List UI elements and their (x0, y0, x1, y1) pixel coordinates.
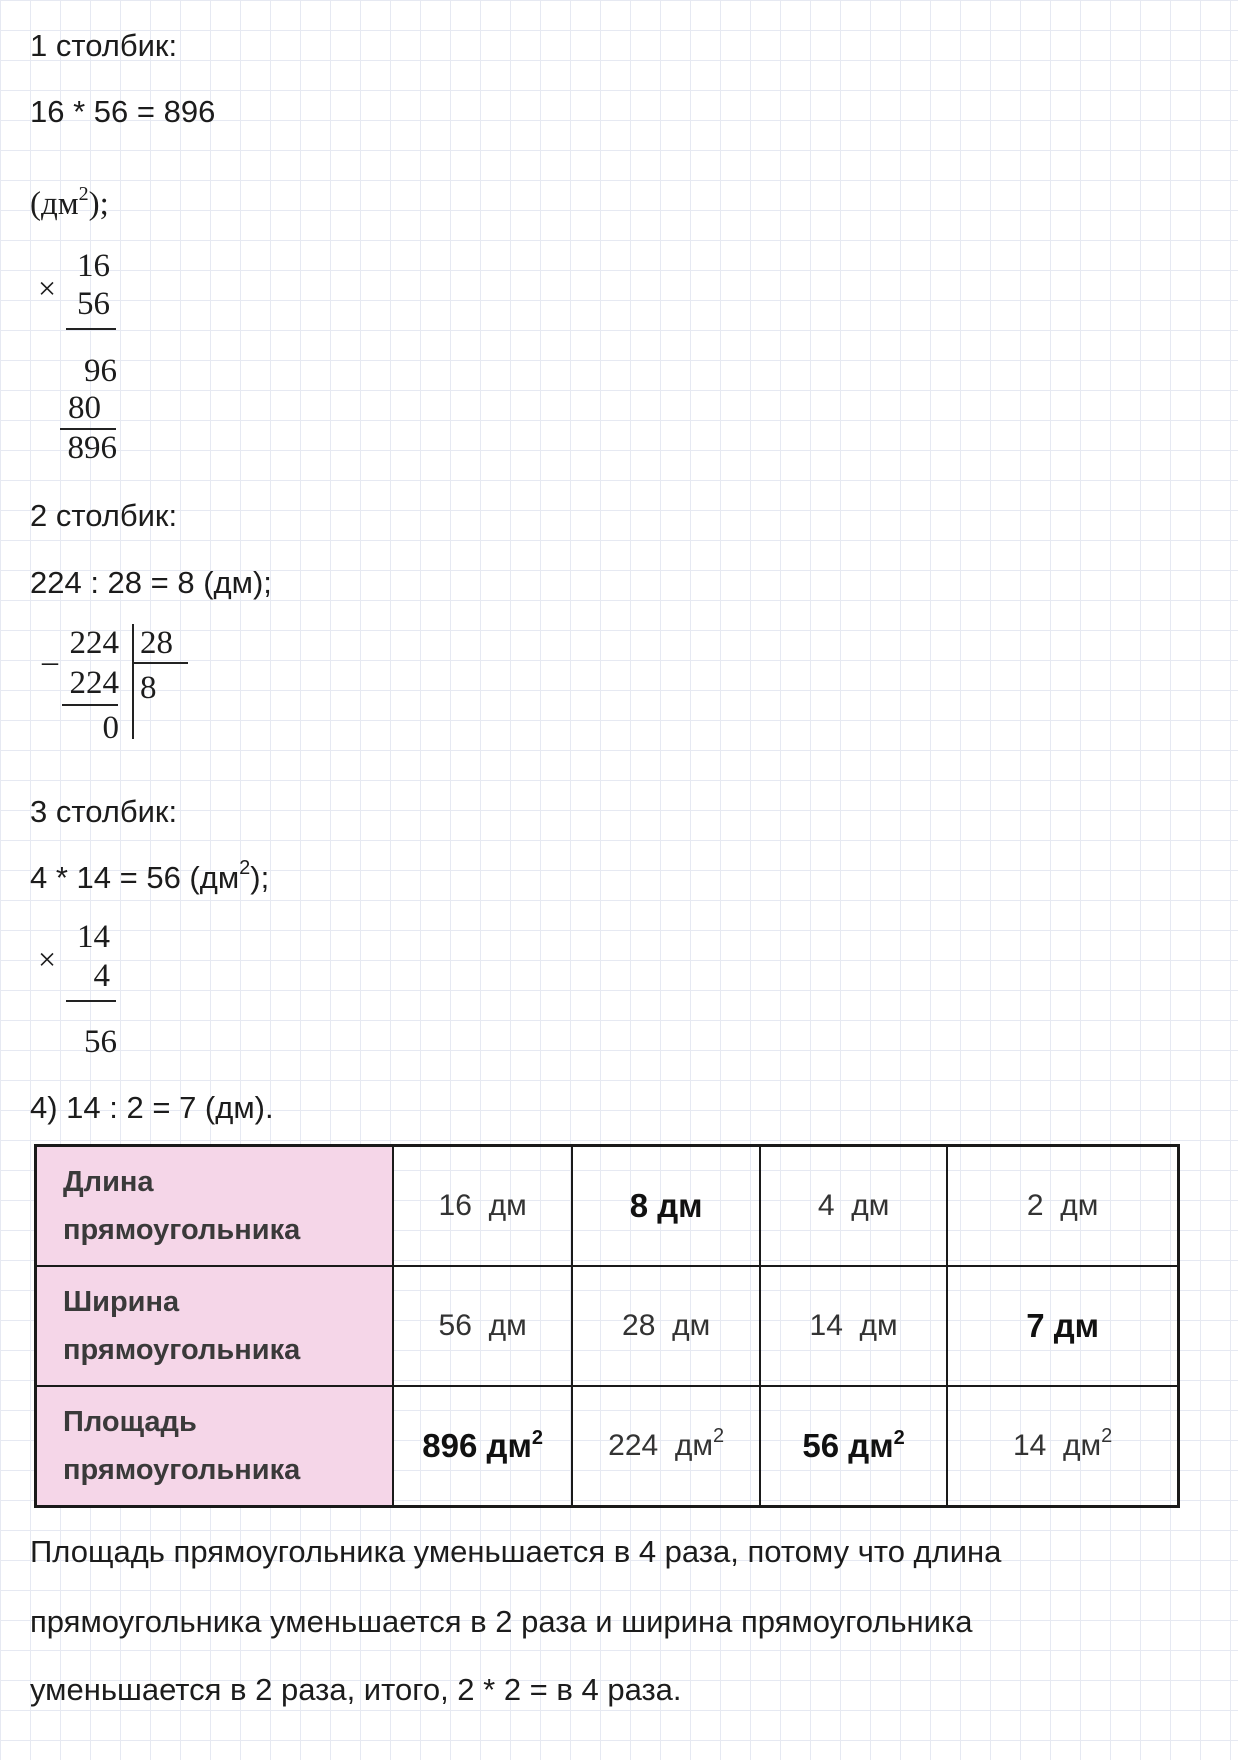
cell-value: 56 дм (802, 1426, 894, 1464)
conclusion-line-3: уменьшается в 2 раза, итого, 2 * 2 = в 4 раза. (30, 1672, 682, 1707)
multiplier: 56 (77, 286, 110, 322)
partial-product-2: 80 (68, 390, 101, 426)
section4-equation: 4) 14 : 2 = 7 (дм). (30, 1090, 274, 1125)
section2-heading: 2 столбик: (30, 498, 178, 533)
header-line-2: прямоугольника (63, 1453, 301, 1486)
product: 896 (67, 430, 117, 466)
conclusion-line-2: прямоугольника уменьшается в 2 раза и ширина прямоугольника (30, 1604, 973, 1639)
cell-superscript: 2 (893, 1426, 905, 1449)
underline (66, 328, 116, 330)
section1-equation: 16 * 56 = 896 (30, 94, 216, 129)
conclusion-line-1: Площадь прямоугольника уменьшается в 4 раза, потому что длина (30, 1534, 1002, 1569)
row-header (36, 1146, 393, 1267)
divisor: 28 (140, 625, 173, 661)
section3-heading: 3 столбик: (30, 794, 178, 829)
cell-superscript: 2 (531, 1426, 543, 1449)
product: 56 (84, 1024, 117, 1060)
header-line-2: прямоугольника (63, 1214, 301, 1247)
row-header (36, 1386, 393, 1507)
table-cell (947, 1386, 1178, 1507)
quotient: 8 (140, 670, 157, 706)
header-line-1: Длина (63, 1166, 154, 1199)
cell-superscript: 2 (1101, 1424, 1113, 1447)
division-bar-vertical (132, 624, 134, 739)
multiplier: 4 (93, 958, 110, 994)
table-cell: 2 дм (947, 1146, 1178, 1267)
unit-superscript: 2 (78, 183, 89, 205)
minus-sign: _ (42, 632, 58, 668)
table-cell (393, 1386, 572, 1507)
table-cell: 7 дм (947, 1266, 1178, 1386)
multiplicand: 16 (77, 248, 110, 284)
table-cell: 8 дм (572, 1146, 760, 1267)
rectangle-table (34, 1144, 1180, 1508)
subtracted-value: 224 (69, 665, 119, 701)
section3-equation (30, 857, 270, 895)
table-row-width (36, 1266, 1179, 1386)
cell-superscript: 2 (713, 1424, 725, 1447)
table-cell: 28 дм (572, 1266, 760, 1386)
cell-value: 14 дм (1013, 1428, 1102, 1462)
table-cell: 16 дм (393, 1146, 572, 1267)
table-row-length (36, 1146, 1179, 1267)
unit-superscript: 2 (239, 857, 251, 879)
subtraction-underline (62, 704, 118, 706)
multiplicand: 14 (77, 919, 110, 955)
multiply-sign: × (38, 270, 57, 306)
multiply-sign: × (38, 941, 57, 977)
table-cell: 4 дм (760, 1146, 947, 1267)
underline (66, 1000, 116, 1002)
divisor-underline (132, 662, 188, 664)
unit-text: (дм (30, 186, 79, 222)
dividend: 224 (69, 625, 119, 661)
remainder: 0 (102, 710, 119, 746)
table-cell: 56 дм (393, 1266, 572, 1386)
unit-close: ); (88, 186, 109, 222)
partial-product-1: 96 (84, 353, 117, 389)
table-row-area (36, 1386, 1179, 1507)
header-line-1: Ширина (63, 1285, 180, 1318)
table-cell (572, 1386, 760, 1507)
table-cell: 14 дм (760, 1266, 947, 1386)
section2-equation: 224 : 28 = 8 (дм); (30, 565, 272, 600)
section1-heading: 1 столбик: (30, 28, 178, 63)
row-header (36, 1266, 393, 1386)
equation-close: ); (250, 860, 270, 895)
equation-text: 4 * 14 = 56 (дм (30, 860, 240, 895)
cell-value: 896 дм (422, 1426, 532, 1464)
section1-unit (30, 183, 109, 222)
table-cell (760, 1386, 947, 1507)
header-line-2: прямоугольника (63, 1333, 301, 1366)
cell-value: 224 дм (608, 1428, 713, 1462)
header-line-1: Площадь (63, 1405, 197, 1438)
